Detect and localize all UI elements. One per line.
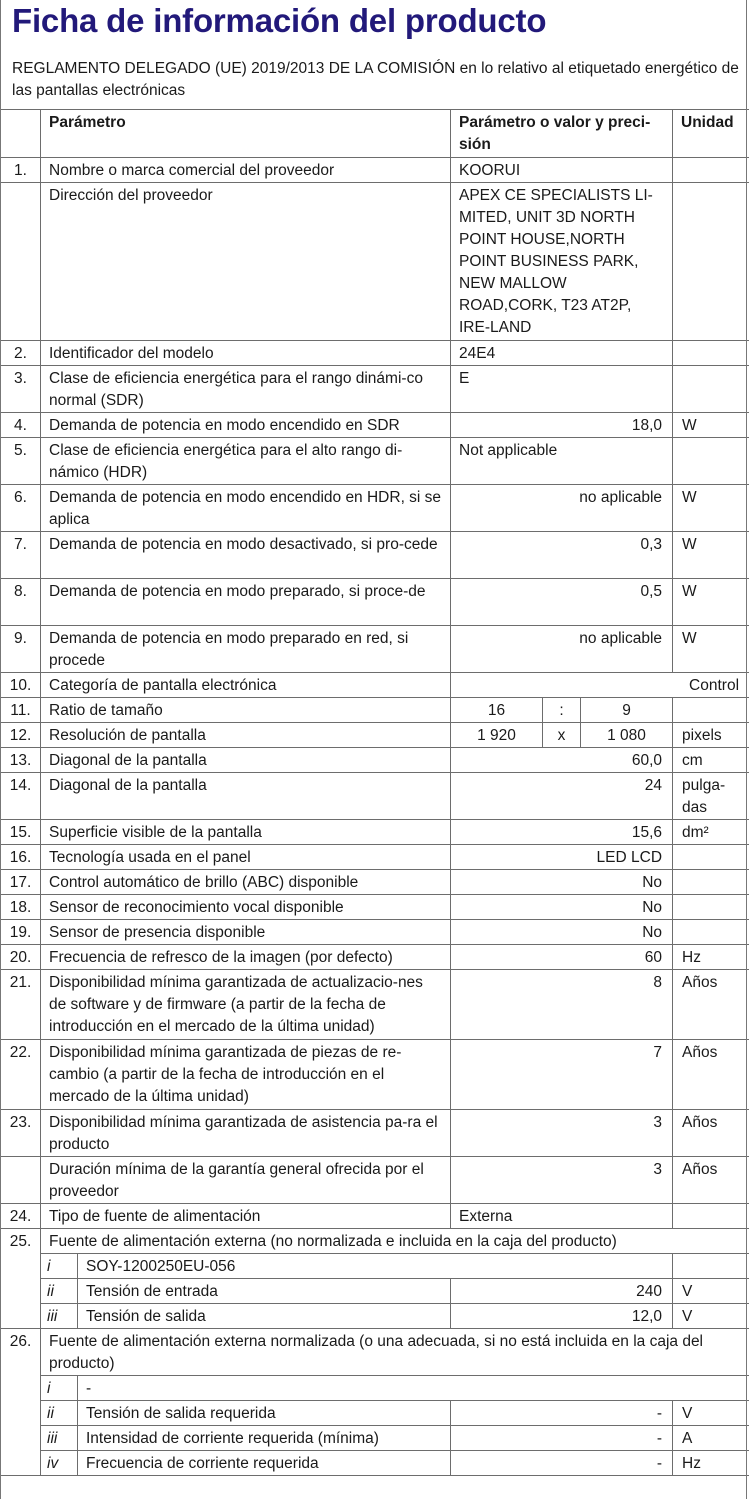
row-parameter: Diagonal de la pantalla — [41, 748, 451, 773]
regulation-subtitle: REGLAMENTO DELEGADO (UE) 2019/2013 DE LA COMISIÓN en lo relativo al etiquetado energético de las pantallas electrónicas — [12, 60, 739, 99]
row-parameter: Categoría de pantalla electrónica — [41, 673, 451, 698]
row-number: 17. — [1, 870, 41, 895]
row-unit: V — [673, 1401, 749, 1426]
row-number: 14. — [1, 773, 41, 820]
row-number: 26. — [1, 1329, 41, 1476]
row-parameter: Disponibilidad mínima garantizada de piezas de re-cambio (a partir de la fecha de introducción en el mercado de la última unidad) — [41, 1040, 451, 1110]
table-row — [1, 366, 749, 413]
table-row — [1, 1329, 749, 1376]
row-parameter: Superficie visible de la pantalla — [41, 820, 451, 845]
table-row — [1, 1376, 749, 1401]
row-unit: Hz — [673, 945, 749, 970]
table-row — [1, 1040, 749, 1110]
table-row — [1, 438, 749, 485]
row-value: no aplicable — [451, 485, 673, 532]
header-number — [1, 110, 41, 158]
table-row — [1, 626, 749, 673]
row-number: 15. — [1, 820, 41, 845]
table-row — [1, 1204, 749, 1229]
row-number: 11. — [1, 698, 41, 723]
row-parameter: Intensidad de corriente requerida (mínima) — [78, 1426, 451, 1451]
table-row — [1, 532, 749, 579]
sub-index: iii — [41, 1426, 78, 1451]
row-number: 24. — [1, 1204, 41, 1229]
row-number: 5. — [1, 438, 41, 485]
table-row — [1, 1451, 749, 1476]
row-value: 8 — [451, 970, 673, 1040]
sub-index: i — [41, 1254, 78, 1279]
row-number — [1, 183, 41, 341]
table-row — [1, 1426, 749, 1451]
row-parameter: Clase de eficiencia energética para el alto rango di-námico (HDR) — [41, 438, 451, 485]
table-row — [1, 748, 749, 773]
row-unit — [673, 158, 749, 183]
row-parameter: Fuente de alimentación externa normalizada (o una adecuada, si no está incluida en la caja del producto) — [41, 1329, 749, 1376]
row-number — [1, 1157, 41, 1204]
table-row — [1, 970, 749, 1040]
row-unit — [673, 183, 749, 341]
header-parameter: Parámetro — [41, 110, 451, 158]
table-row — [1, 158, 749, 183]
row-number: 18. — [1, 895, 41, 920]
row-value: 7 — [451, 1040, 673, 1110]
row-value: 60,0 — [451, 748, 673, 773]
row-unit — [673, 1204, 749, 1229]
row-value: 18,0 — [451, 413, 673, 438]
row-value: - — [451, 1401, 673, 1426]
sub-index: iv — [41, 1451, 78, 1476]
table-row — [1, 485, 749, 532]
row-value: 3 — [451, 1110, 673, 1157]
row-parameter: Tensión de salida — [78, 1304, 451, 1329]
row-unit — [673, 870, 749, 895]
row-unit: pulga-das — [673, 773, 749, 820]
row-unit: Años — [673, 1110, 749, 1157]
row-parameter: Diagonal de la pantalla — [41, 773, 451, 820]
row-unit — [673, 698, 749, 723]
row-value: No — [451, 870, 673, 895]
row-unit: Años — [673, 970, 749, 1040]
table-row — [1, 870, 749, 895]
row-value: 240 — [451, 1279, 673, 1304]
table-row — [1, 341, 749, 366]
row-unit: W — [673, 626, 749, 673]
row-unit: W — [673, 532, 749, 579]
table-row — [1, 1401, 749, 1426]
row-parameter: Ratio de tamaño — [41, 698, 451, 723]
row-value: KOORUI — [451, 158, 673, 183]
row-value: APEX CE SPECIALISTS LI-MITED, UNIT 3D NORTH POINT HOUSE,NORTH POINT BUSINESS PARK, NEW MALLOW ROAD,CORK, T23 AT2P, IRE-LAND — [451, 183, 673, 341]
table-row — [1, 773, 749, 820]
row-number: 8. — [1, 579, 41, 626]
table-row — [1, 945, 749, 970]
table-header-row — [1, 110, 749, 158]
row-parameter: Demanda de potencia en modo preparado en red, si procede — [41, 626, 451, 673]
table-row — [1, 820, 749, 845]
row-value: 24E4 — [451, 341, 673, 366]
row-parameter: Resolución de pantalla — [41, 723, 451, 748]
row-unit: cm — [673, 748, 749, 773]
row-number: 12. — [1, 723, 41, 748]
row-parameter: Dirección del proveedor — [41, 183, 451, 341]
row-number: 21. — [1, 970, 41, 1040]
row-value: - — [451, 1426, 673, 1451]
row-number: 19. — [1, 920, 41, 945]
row-number: 23. — [1, 1110, 41, 1157]
resolution-separator: x — [543, 723, 581, 748]
row-parameter: Control automático de brillo (ABC) disponible — [41, 870, 451, 895]
row-number: 16. — [1, 845, 41, 870]
table-row — [1, 723, 749, 748]
row-unit — [673, 366, 749, 413]
row-number: 10. — [1, 673, 41, 698]
sub-index: iii — [41, 1304, 78, 1329]
row-unit: Años — [673, 1157, 749, 1204]
row-unit — [673, 920, 749, 945]
row-unit: Años — [673, 1040, 749, 1110]
row-unit: pixels — [673, 723, 749, 748]
row-parameter: SOY-1200250EU-056 — [78, 1254, 673, 1279]
row-number: 20. — [1, 945, 41, 970]
row-unit — [673, 1254, 749, 1279]
row-value: No — [451, 895, 673, 920]
row-unit — [673, 845, 749, 870]
header-unit: Unidad — [673, 110, 749, 158]
row-parameter: Demanda de potencia en modo desactivado, si pro-cede — [41, 532, 451, 579]
row-value: 12,0 — [451, 1304, 673, 1329]
row-number: 2. — [1, 341, 41, 366]
row-parameter: Tecnología usada en el panel — [41, 845, 451, 870]
row-number: 22. — [1, 1040, 41, 1110]
row-value: Not applicable — [451, 438, 673, 485]
row-parameter: Demanda de potencia en modo preparado, si proce-de — [41, 579, 451, 626]
row-number: 4. — [1, 413, 41, 438]
row-number: 1. — [1, 158, 41, 183]
row-parameter: Duración mínima de la garantía general ofrecida por el proveedor — [41, 1157, 451, 1204]
table-row — [1, 1157, 749, 1204]
table-row — [1, 673, 749, 698]
row-unit: V — [673, 1304, 749, 1329]
row-value: 24 — [451, 773, 673, 820]
row-value: LED LCD — [451, 845, 673, 870]
row-unit: A — [673, 1426, 749, 1451]
page-title: Ficha de información del producto — [12, 2, 547, 39]
row-unit: W — [673, 579, 749, 626]
row-number: 9. — [1, 626, 41, 673]
row-unit — [673, 438, 749, 485]
row-parameter: Sensor de presencia disponible — [41, 920, 451, 945]
table-row — [1, 1254, 749, 1279]
row-parameter: Frecuencia de corriente requerida — [78, 1451, 451, 1476]
table-row — [1, 183, 749, 341]
resolution-width: 1 920 — [451, 723, 543, 748]
row-value: 0,5 — [451, 579, 673, 626]
ratio-separator: : — [543, 698, 581, 723]
row-parameter: Demanda de potencia en modo encendido en HDR, si se aplica — [41, 485, 451, 532]
row-parameter: Tensión de entrada — [78, 1279, 451, 1304]
resolution-height: 1 080 — [581, 723, 673, 748]
row-unit: dm² — [673, 820, 749, 845]
row-number: 25. — [1, 1229, 41, 1329]
header-value: Parámetro o valor y preci-sión — [451, 110, 673, 158]
row-value: 60 — [451, 945, 673, 970]
row-parameter: Fuente de alimentación externa (no normalizada e incluida en la caja del producto) — [41, 1229, 749, 1254]
ratio-height: 9 — [581, 698, 673, 723]
table-row — [1, 1279, 749, 1304]
row-value: - — [451, 1451, 673, 1476]
row-parameter: Tensión de salida requerida — [78, 1401, 451, 1426]
product-info-table — [0, 109, 749, 1476]
row-unit: W — [673, 413, 749, 438]
ratio-width: 16 — [451, 698, 543, 723]
row-number: 3. — [1, 366, 41, 413]
row-parameter: - — [78, 1376, 749, 1401]
row-value: 3 — [451, 1157, 673, 1204]
row-value: 0,3 — [451, 532, 673, 579]
row-unit — [673, 341, 749, 366]
table-row — [1, 845, 749, 870]
row-parameter: Disponibilidad mínima garantizada de asistencia pa-ra el producto — [41, 1110, 451, 1157]
table-row — [1, 579, 749, 626]
table-row — [1, 1304, 749, 1329]
table-row — [1, 895, 749, 920]
row-number: 6. — [1, 485, 41, 532]
row-parameter: Disponibilidad mínima garantizada de actualizacio-nes de software y de firmware (a partir de la fecha de introducción en el mercado de la última unidad) — [41, 970, 451, 1040]
row-parameter: Clase de eficiencia energética para el rango dinámi-co normal (SDR) — [41, 366, 451, 413]
row-parameter: Identificador del modelo — [41, 341, 451, 366]
table-row — [1, 920, 749, 945]
row-value: 15,6 — [451, 820, 673, 845]
row-parameter: Nombre o marca comercial del proveedor — [41, 158, 451, 183]
row-parameter: Frecuencia de refresco de la imagen (por defecto) — [41, 945, 451, 970]
row-value: no aplicable — [451, 626, 673, 673]
row-value: No — [451, 920, 673, 945]
sub-index: ii — [41, 1279, 78, 1304]
row-unit — [673, 895, 749, 920]
table-row — [1, 698, 749, 723]
table-row — [1, 1229, 749, 1254]
sub-index: ii — [41, 1401, 78, 1426]
table-row — [1, 413, 749, 438]
row-value: Control — [451, 673, 749, 698]
row-unit: W — [673, 485, 749, 532]
row-value: Externa — [451, 1204, 673, 1229]
row-value: E — [451, 366, 673, 413]
row-number: 7. — [1, 532, 41, 579]
sub-index: i — [41, 1376, 78, 1401]
row-number: 13. — [1, 748, 41, 773]
row-unit: V — [673, 1279, 749, 1304]
row-parameter: Demanda de potencia en modo encendido en SDR — [41, 413, 451, 438]
row-unit: Hz — [673, 1451, 749, 1476]
row-parameter: Sensor de reconocimiento vocal disponible — [41, 895, 451, 920]
row-parameter: Tipo de fuente de alimentación — [41, 1204, 451, 1229]
table-row — [1, 1110, 749, 1157]
